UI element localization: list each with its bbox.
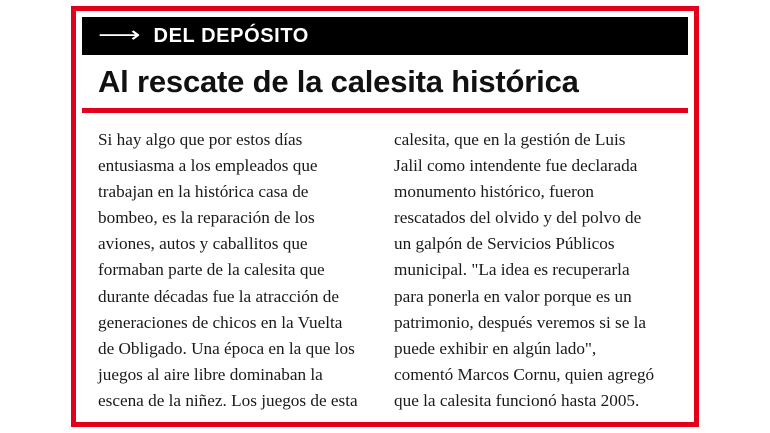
page-title: Al rescate de la calesita histórica: [98, 64, 579, 99]
newspaper-clipping: [71, 6, 699, 427]
kicker-label: DEL DEPÓSITO: [153, 24, 309, 47]
arrow-right-icon: ⟶: [98, 23, 141, 48]
paragraph-text: calesita, que en la gestión de Luis Jalil como intendente fue declarada monumento histórico, fueron rescatados del olvido y del polvo de un galpón de Servicios Públicos municipal. "La idea es recuperarla para ponerla en valor porque es un patrimonio, después veremos si se la puede exhibir en algún lado", comentó Marcos Cornu, quien agregó que la calesita funcionó hasta 2005.: [394, 129, 655, 411]
paragraph-text: Si hay algo que por estos días entusiasma a los empleados que trabajan en la histórica casa de bombeo, es la reparación de los aviones, autos y caballitos que formaban parte de la calesita que durante décadas fue la atracción de generaciones de chicos en la Vuelta de Obligado. Una época en la que los juegos al aire libre dominaban la escena de la niñez. Los juegos de esta: [98, 129, 358, 411]
headline-container: [82, 55, 688, 113]
body-columns: [76, 113, 694, 425]
kicker-bar: [82, 17, 688, 55]
body-column-left: [98, 127, 360, 415]
body-column-right: [394, 127, 656, 415]
